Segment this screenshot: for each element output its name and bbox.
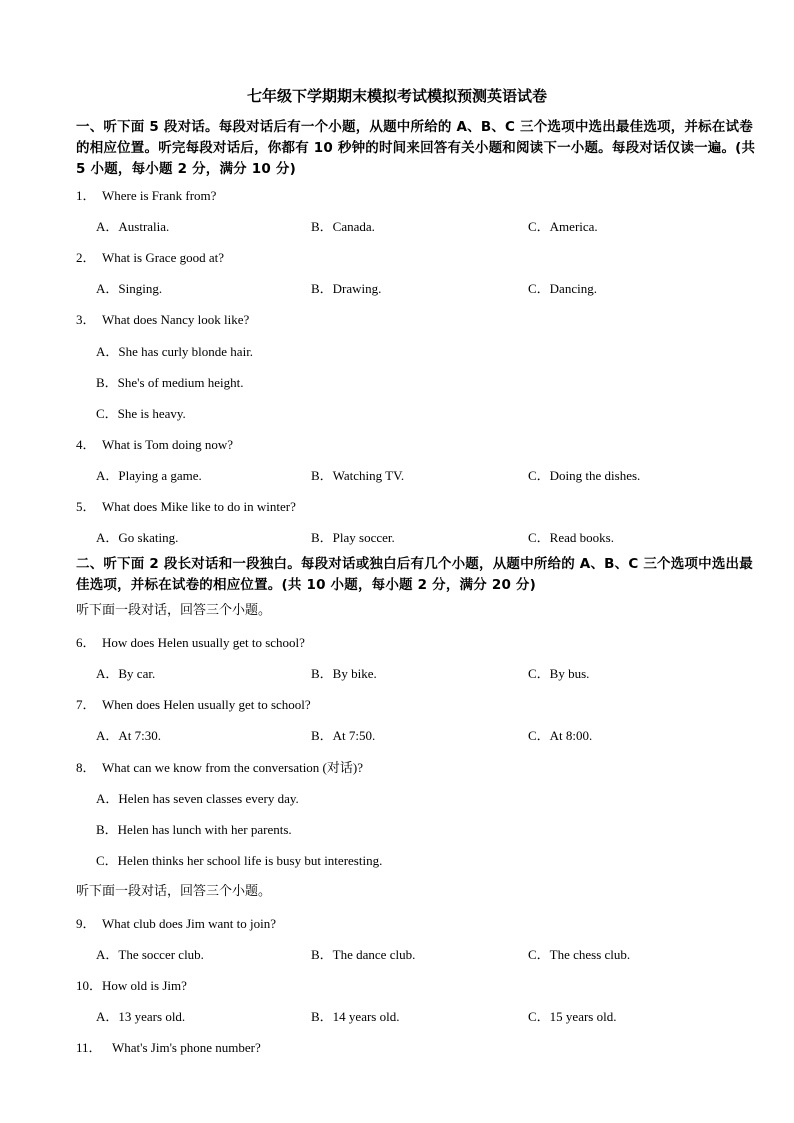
listening-note-1: 听下面一段对话，回答三个小题。 bbox=[76, 603, 272, 618]
option-9a: A．The soccer club. bbox=[96, 947, 204, 962]
question-1 bbox=[76, 187, 216, 205]
option-9b: B．The dance club. bbox=[311, 947, 416, 962]
question-number: 4． bbox=[76, 437, 96, 452]
question-text: What is Tom doing now? bbox=[102, 437, 234, 452]
question-text: What is Grace good at? bbox=[102, 250, 225, 265]
section-2-heading: 二、听下面 2 段长对话和一段独白。每段对话或独白后有几个小题，从题中所给的 A、B、C 三个选项中选出最佳选项，并标在试卷的相应位置。(共 10 小题，每小题 2 分，满分 20 分) bbox=[76, 556, 753, 593]
listening-note-2: 听下面一段对话，回答三个小题。 bbox=[76, 884, 272, 899]
question-number: 9． bbox=[76, 916, 96, 931]
option-3c: C．She is heavy. bbox=[96, 406, 186, 421]
option-2a: A．Singing. bbox=[96, 281, 163, 296]
option-5b: B．Play soccer. bbox=[311, 530, 395, 545]
question-4 bbox=[76, 436, 233, 454]
question-number: 1． bbox=[76, 188, 96, 203]
option-2c: C．Dancing. bbox=[528, 281, 597, 296]
question-number: 3． bbox=[76, 312, 96, 327]
option-7c: C．At 8:00. bbox=[528, 728, 593, 743]
option-1c: C．America. bbox=[528, 219, 598, 234]
question-text: When does Helen usually get to school? bbox=[102, 697, 311, 712]
question-8 bbox=[76, 759, 363, 777]
option-1b: B．Canada. bbox=[311, 219, 375, 234]
question-number: 6． bbox=[76, 635, 96, 650]
question-number: 2． bbox=[76, 250, 96, 265]
option-6b: B．By bike. bbox=[311, 666, 377, 681]
section-1-heading: 一、听下面 5 段对话。每段对话后有一个小题，从题中所给的 A、B、C 三个选项中选出最佳选项，并标在试卷的相应位置。听完每段对话后，你都有 10 秒钟的时间来回答有关小题和阅读下一小题。每段对话仅读一遍。(共 5 小题，每小题 2 分，满分 10 分) bbox=[76, 119, 756, 177]
option-7a: A．At 7:30. bbox=[96, 728, 162, 743]
option-6a: A．By car. bbox=[96, 666, 156, 681]
option-4b: B．Watching TV. bbox=[311, 468, 405, 483]
option-5c: C．Read books. bbox=[528, 530, 614, 545]
question-text: Where is Frank from? bbox=[102, 188, 217, 203]
option-8a: A．Helen has seven classes every day. bbox=[96, 791, 299, 806]
question-text: How does Helen usually get to school? bbox=[102, 635, 305, 650]
question-number: 8． bbox=[76, 760, 96, 775]
question-number: 5． bbox=[76, 499, 96, 514]
question-text: What's Jim's phone number? bbox=[112, 1040, 261, 1055]
option-3a: A．She has curly blonde hair. bbox=[96, 344, 254, 359]
option-8c: C．Helen thinks her school life is busy but interesting. bbox=[96, 853, 383, 868]
question-3 bbox=[76, 311, 249, 329]
question-number: 7． bbox=[76, 697, 96, 712]
question-6 bbox=[76, 634, 305, 652]
question-number: 11． bbox=[76, 1040, 102, 1055]
option-4a: A．Playing a game. bbox=[96, 468, 202, 483]
option-2b: B．Drawing. bbox=[311, 281, 382, 296]
option-1a: A．Australia. bbox=[96, 219, 170, 234]
option-3b: B．She's of medium height. bbox=[96, 375, 244, 390]
option-9c: C．The chess club. bbox=[528, 947, 631, 962]
option-6c: C．By bus. bbox=[528, 666, 590, 681]
option-8b: B．Helen has lunch with her parents. bbox=[96, 822, 292, 837]
question-7 bbox=[76, 696, 311, 714]
question-11 bbox=[76, 1039, 261, 1057]
page-title: 七年级下学期期末模拟考试模拟预测英语试卷 bbox=[246, 87, 547, 105]
question-text: What can we know from the conversation (对话)? bbox=[102, 760, 363, 775]
question-9 bbox=[76, 915, 276, 933]
option-5a: A．Go skating. bbox=[96, 530, 179, 545]
option-10b: B．14 years old. bbox=[311, 1009, 400, 1024]
option-10a: A．13 years old. bbox=[96, 1009, 186, 1024]
question-10 bbox=[76, 977, 187, 995]
question-text: How old is Jim? bbox=[102, 978, 187, 993]
option-4c: C．Doing the dishes. bbox=[528, 468, 641, 483]
question-5 bbox=[76, 498, 296, 516]
question-text: What does Mike like to do in winter? bbox=[102, 499, 296, 514]
question-text: What does Nancy look like? bbox=[102, 312, 250, 327]
question-2 bbox=[76, 249, 224, 267]
option-10c: C．15 years old. bbox=[528, 1009, 617, 1024]
question-text: What club does Jim want to join? bbox=[102, 916, 277, 931]
option-7b: B．At 7:50. bbox=[311, 728, 376, 743]
question-number: 10． bbox=[76, 978, 103, 993]
